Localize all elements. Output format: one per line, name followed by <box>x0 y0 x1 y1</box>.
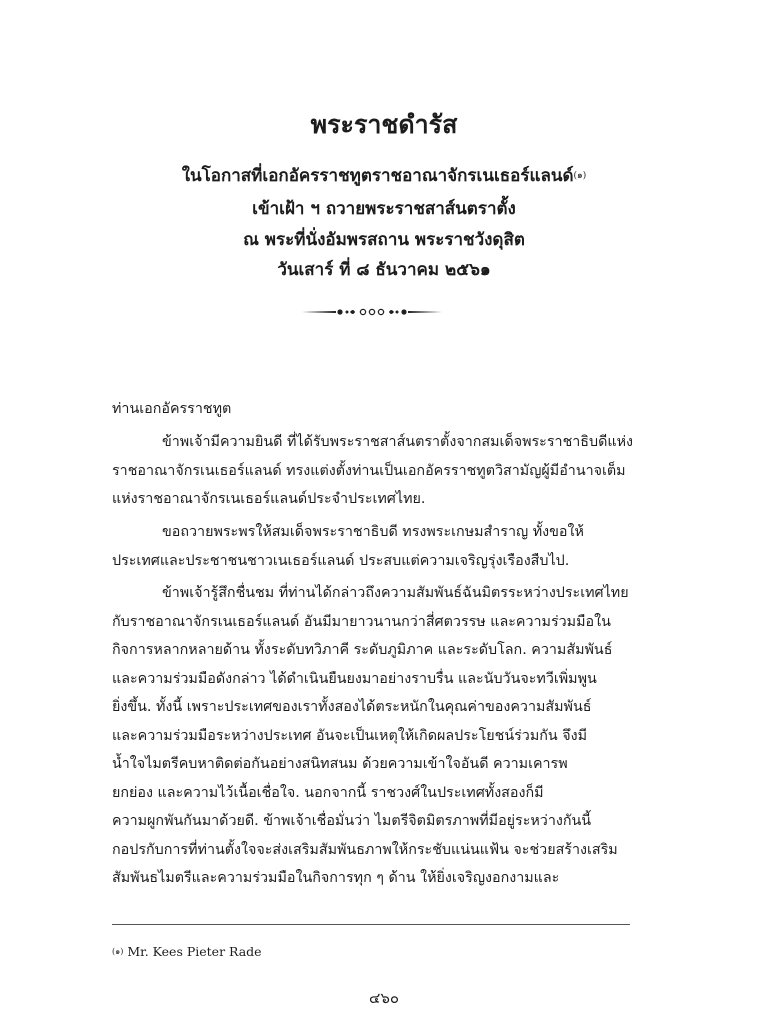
salutation: ท่านเอกอัครราชทูต <box>112 401 232 417</box>
paragraph-1-line-3: แห่งราชอาณาจักรเนเธอร์แลนด์ประจำประเทศไทย. <box>112 491 426 507</box>
paragraph-3-line-9: ความผูกพันกันมาด้วยดี. ข้าพเจ้าเชื่อมั่นว่า ไมตรีจิตมิตรภาพที่มีอยู่ระหว่างกันนี้ <box>112 813 592 829</box>
paragraph-3-line-1: ข้าพเจ้ารู้สึกชื่นชม ที่ท่านได้กล่าวถึงความสัมพันธ์ฉันมิตรระหว่างประเทศไทย <box>162 585 629 601</box>
occasion-text: ในโอกาสที่เอกอัครราชทูตราชอาณาจักรเนเธอร์แลนด์ <box>181 166 574 186</box>
paragraph-2-line-1: ขอถวายพระพรให้สมเด็จพระราชาธิบดี ทรงพระเกษมสำราญ ทั้งขอให้ <box>162 524 584 540</box>
paragraph-3-line-7: น้ำใจไมตรีคบหาติดต่อกันอย่างสนิทสนม ด้วยความเข้าใจอันดี ความเคารพ <box>112 756 568 772</box>
ornament-divider-icon <box>300 302 444 322</box>
footnote-marker: (๑) <box>112 947 124 956</box>
footnote <box>112 943 262 961</box>
paragraph-3-line-3: กิจการหลากหลายด้าน ทั้งระดับทวิภาคี ระดับภูมิภาค และระดับโลก. ความสัมพันธ์ <box>112 642 613 658</box>
paragraph-3-line-11: สัมพันธไมตรีและความร่วมมือในกิจการทุก ๆ ด้าน ให้ยิ่งเจริญงอกงามและ <box>112 870 560 886</box>
paragraph-3-line-2: กับราชอาณาจักรเนเธอร์แลนด์ อันมีมายาวนานกว่าสี่ศตวรรษ และความร่วมมือใน <box>112 614 611 630</box>
page-number: ๔๖๐ <box>368 989 400 1007</box>
paragraph-3-line-4: และความร่วมมือดังกล่าว ได้ดำเนินยืนยงมาอย่างราบรื่น และนับวันจะทวีเพิ่มพูน <box>112 671 597 687</box>
paragraph-1-line-1: ข้าพเจ้ามีความยินดี ที่ได้รับพระราชสาส์นตราตั้งจากสมเด็จพระราชาธิบดีแห่ง <box>162 434 634 450</box>
audience-line: เข้าเฝ้า ฯ ถวายพระราชสาส์นตราตั้ง <box>252 199 516 219</box>
date-line: วันเสาร์ ที่ ๘ ธันวาคม ๒๕๖๑ <box>277 260 491 280</box>
venue-line: ณ พระที่นั่งอัมพรสถาน พระราชวังดุสิต <box>243 230 525 250</box>
paragraph-3-line-6: และความร่วมมือระหว่างประเทศ อันจะเป็นเหตุให้เกิดผลประโยชน์ร่วมกัน จึงมี <box>112 728 587 744</box>
paragraph-3-line-5: ยิ่งขึ้น. ทั้งนี้ เพราะประเทศของเราทั้งสองได้ตระหนักในคุณค่าของความสัมพันธ์ <box>112 699 592 715</box>
footnote-separator <box>112 924 630 925</box>
occasion-line <box>0 163 768 189</box>
paragraph-3-line-10: กอปรกับการที่ท่านตั้งใจจะส่งเสริมสัมพันธภาพให้กระชับแน่นแฟ้น จะช่วยสร้างเสริม <box>112 842 618 858</box>
page-title: พระราชดำรัส <box>310 110 458 139</box>
footnote-text: Mr. Kees Pieter Rade <box>127 944 262 959</box>
paragraph-3-line-8: ยกย่อง และความไว้เนื้อเชื่อใจ. นอกจากนี้ ราชวงศ์ในประเทศทั้งสองก็มี <box>112 785 544 801</box>
paragraph-1-line-2: ราชอาณาจักรเนเธอร์แลนด์ ทรงแต่งตั้งท่านเป็นเอกอัครราชทูตวิสามัญผู้มีอำนาจเต็ม <box>112 463 626 479</box>
paragraph-2-line-2: ประเทศและประชาชนชาวเนเธอร์แลนด์ ประสบแต่ความเจริญรุ่งเรืองสืบไป. <box>112 553 570 569</box>
footnote-reference: (๑) <box>573 171 587 181</box>
